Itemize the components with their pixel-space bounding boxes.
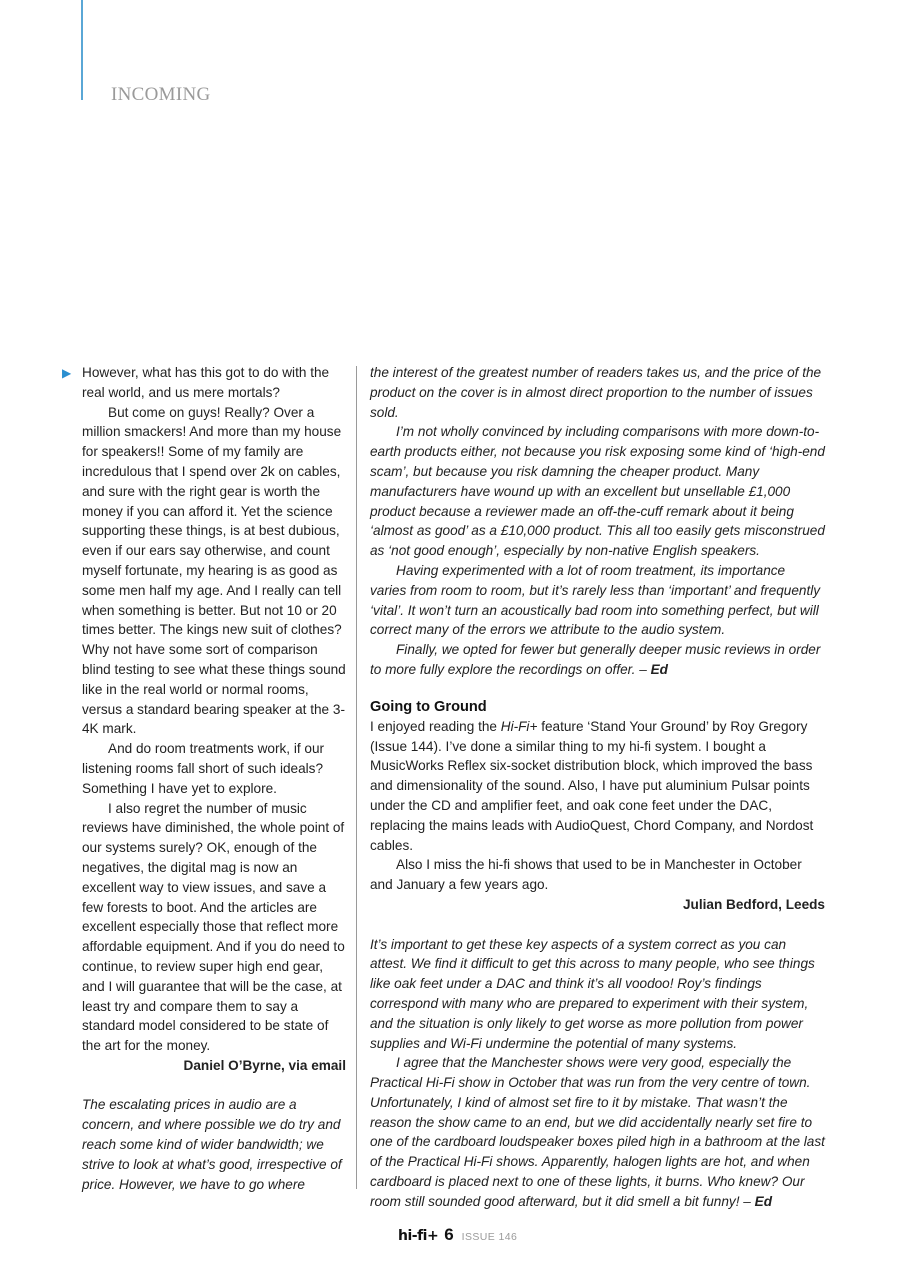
editor-reply: The escalating prices in audio are a concern, and where possible we do try and reach some kind of wider bandwidth; we strive to look at what’s good, irrespective of price. However, we have to go where	[82, 1097, 342, 1192]
page-number: 6	[444, 1225, 454, 1244]
column-divider	[356, 366, 357, 1189]
letter-signature: Julian Bedford, Leeds	[682, 896, 825, 912]
letter-column-right	[370, 363, 825, 1212]
letter-signature: Daniel O’Byrne, via email	[183, 1057, 346, 1073]
editor-signature: Ed	[650, 661, 668, 677]
editor-reply: I’m not wholly convinced by including comparisons with more down-to-earth products either, not because you risk exposing some kind of ‘high-end scam’, but because you risk damning the cheaper product. Many manufacturers have wound up with an excellent but unsellable £1,000 product because a reviewer made an off-the-cuff remark about it being ‘almost as good’ as a £10,000 product. This all too easily gets misconstrued as ‘not good enough’, especially by non-native English speakers.	[370, 424, 825, 559]
letter-column-left	[82, 363, 346, 1194]
editor-signature: Ed	[754, 1193, 772, 1209]
letter-paragraph: Also I miss the hi-fi shows that used to be in Manchester in October and January a few years ago.	[370, 857, 802, 893]
issue-number: ISSUE 146	[461, 1231, 518, 1243]
editor-reply-text: I agree that the Manchester shows were very good, especially the Practical Hi-Fi show in October that was run from the very centre of town. Unfortunately, I kind of almost set fire to it by mistake. That wasn’t the reason the show came to an end, but we did accidentally nearly set fire to one of the cardboard loudspeaker boxes piled high in a bathroom at the last of the Practical Hi-Fi shows. Apparently, halogen lights are hot, and when cardboard is placed next to one of these lights, it burns. Who knew? Our room still sounded good afterward, but it did smell a bit funny! –	[370, 1055, 825, 1209]
magazine-logo: hi-fi+	[398, 1228, 439, 1244]
letter-heading: Going to Ground	[370, 698, 487, 715]
letter-paragraph: And do room treatments work, if our listening rooms fall short of such ideals? Something I have yet to explore.	[82, 741, 325, 796]
letter-paragraph: But come on guys! Really? Over a million smackers! And more than my house for speakers!! Some of my family are incredulous that I spend over 2k on cables, and sure with the right gear is worth the money if you can afford it. Yet the science supporting these things, is at best dubious, even if our ears say otherwise, and count myself fortunate, my hearing is as good as some men half my age. And I really can tell when something is better. But not 10 or 20 times better. The kings new suit of clothes? Why not have some sort of comparison blind testing to see what these things sound like in the real world or normal rooms, versus a standard bearing speaker at the 3-4K mark.	[82, 404, 346, 737]
accent-rule	[81, 0, 83, 100]
editor-reply: Having experimented with a lot of room treatment, its importance varies from room to room, but it’s rarely less than ‘important’ and frequently ‘vital’. It won’t turn an acoustically bad room into something perfect, but will correct many of the errors we attribute to the audio system.	[370, 562, 821, 638]
editor-reply	[370, 640, 825, 680]
letter-paragraph: I enjoyed reading the Hi-Fi+ feature ‘Stand Your Ground’ by Roy Gregory (Issue 144). I’ve done a similar thing to my hi-fi system. I bought a MusicWorks Reflex six-socket distribution block, which improved the bass and dimensionality of the sound. Also, I have put aluminium Pulsar points under the CD and amplifier feet, and oak cone feet under the DAC, replacing the mains leads with AudioQuest, Chord Company, and Nordost cables.	[370, 718, 814, 853]
letter-paragraph: I also regret the number of music reviews have diminished, the whole point of our systems surely? OK, enough of the negatives, the digital mag is now an excellent way to view issues, and save a few forests to boot. And the articles are excellent especially those that reflect more affordable equipment. And if you do need to continue, to review super high end gear, and I will guarantee that will be the case, at least try and compare them to say a standard model considered to be state of the art for the money.	[82, 800, 345, 1054]
section-title: INCOMING	[111, 84, 211, 105]
magazine-name: Hi-Fi+	[500, 718, 538, 734]
page-footer	[398, 1225, 517, 1245]
triangle-right-icon: ▶	[62, 366, 72, 380]
letter-paragraph: However, what has this got to do with the real world, and us mere mortals?	[82, 365, 330, 400]
editor-reply	[370, 1053, 825, 1211]
editor-reply: the interest of the greatest number of readers takes us, and the price of the product on the cover is in almost direct proportion to the number of issues sold.	[370, 365, 822, 420]
editor-reply: It’s important to get these key aspects of a system correct as you can attest. We find it difficult to get this across to many people, who see things like oak feet under a DAC and think it’s all voodoo! Roy’s findings correspond with many who are prepared to experiment with their system, and the situation is only likely to get worse as more pollution from power supplies and Wi-Fi undermine the potential of many systems.	[370, 936, 815, 1051]
editor-reply-text: Finally, we opted for fewer but generally deeper music reviews in order to more fully explore the recordings on offer. –	[370, 642, 821, 677]
